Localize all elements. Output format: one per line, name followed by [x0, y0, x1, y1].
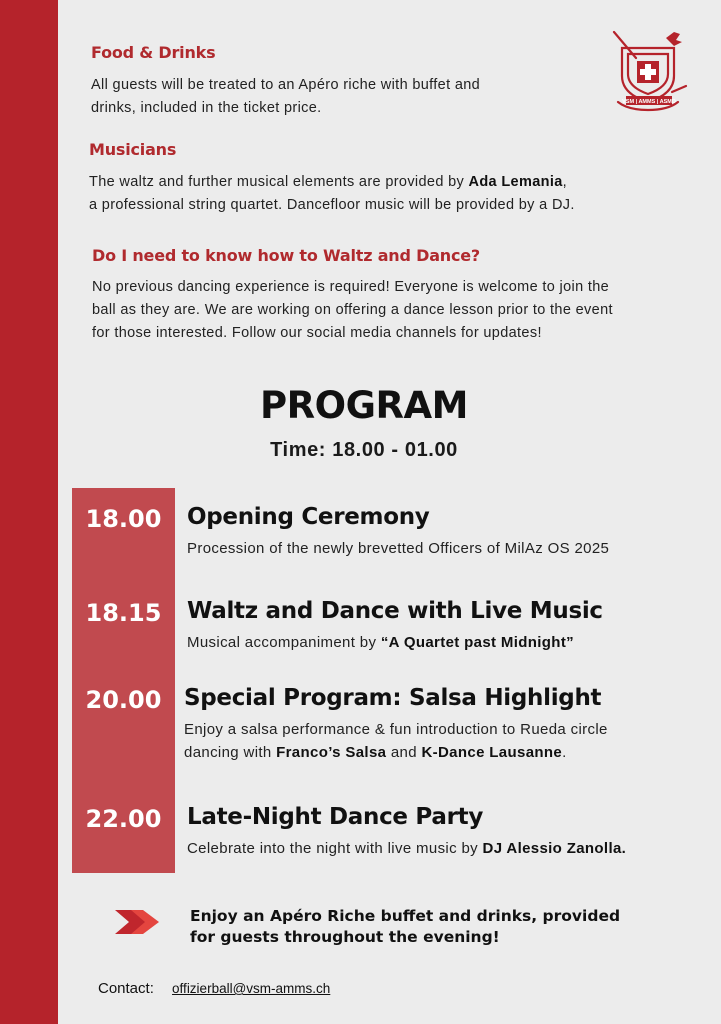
- crest-logo-icon: [606, 28, 692, 120]
- event-time: 18.15: [85, 599, 162, 627]
- event-description: Procession of the newly brevetted Officers of MilAz OS 2025: [187, 540, 610, 557]
- contact-line: [98, 980, 330, 997]
- event-time: 18.00: [85, 505, 162, 533]
- faq-heading: Do I need to know how to Waltz and Dance?: [92, 246, 481, 265]
- quartet-title: “A Quartet past Midnight”: [380, 634, 575, 651]
- apero-note-line-2: for guests throughout the evening!: [190, 928, 500, 946]
- apero-note-line-1: Enjoy an Apéro Riche buffet and drinks, provided: [190, 907, 621, 925]
- dance-school-name: K-Dance Lausanne: [421, 744, 563, 761]
- event-title: Late-Night Dance Party: [187, 804, 484, 830]
- program-title: PROGRAM: [260, 384, 468, 427]
- musicians-text: [89, 171, 575, 217]
- event-description: Celebrate into the night with live music by DJ Alessio Zanolla.: [187, 840, 627, 857]
- event-title: Special Program: Salsa Highlight: [184, 685, 602, 711]
- apero-note: [190, 906, 660, 948]
- event-description: [184, 718, 608, 764]
- event-title: Waltz and Dance with Live Music: [187, 598, 603, 624]
- food-heading: Food & Drinks: [91, 43, 216, 62]
- dj-name: DJ Alessio Zanolla.: [482, 840, 627, 857]
- food-text: [91, 74, 480, 120]
- contact-label: Contact:: [98, 980, 154, 997]
- faq-text: [92, 276, 613, 345]
- salsa-group-name: Franco’s Salsa: [276, 744, 387, 761]
- event-title: Opening Ceremony: [187, 504, 430, 530]
- food-line-2: drinks, included in the ticket price.: [91, 100, 322, 116]
- quartet-name: Ada Lemania: [468, 174, 563, 190]
- event-time: 22.00: [85, 805, 162, 833]
- food-line-1: All guests will be treated to an Apéro riche with buffet and: [91, 77, 481, 93]
- double-chevron-right-icon: [113, 906, 161, 938]
- musicians-heading: Musicians: [89, 140, 177, 159]
- event-description-line-2: dancing with Franco’s Salsa and K-Dance Lausanne.: [184, 744, 567, 761]
- contact-email-link[interactable]: offizierball@vsm-amms.ch: [172, 981, 331, 996]
- faq-line-1: No previous dancing experience is required! Everyone is welcome to join the: [92, 279, 610, 295]
- event-time: 20.00: [85, 686, 162, 714]
- event-description-line-1: Enjoy a salsa performance & fun introduction to Rueda circle: [184, 721, 608, 738]
- musicians-line-1: The waltz and further musical elements are provided by Ada Lemania,: [89, 174, 568, 190]
- event-description: Musical accompaniment by “A Quartet past Midnight”: [187, 634, 575, 651]
- left-accent-bar: [0, 0, 58, 1024]
- crest-logo-text: VSM | AMMS | ASMD: [622, 99, 676, 105]
- program-time: Time: 18.00 - 01.00: [270, 439, 458, 461]
- musicians-line-2: a professional string quartet. Dancefloor music will be provided by a DJ.: [89, 197, 575, 213]
- faq-line-3: for those interested. Follow our social media channels for updates!: [92, 325, 542, 341]
- faq-line-2: ball as they are. We are working on offering a dance lesson prior to the event: [92, 302, 613, 318]
